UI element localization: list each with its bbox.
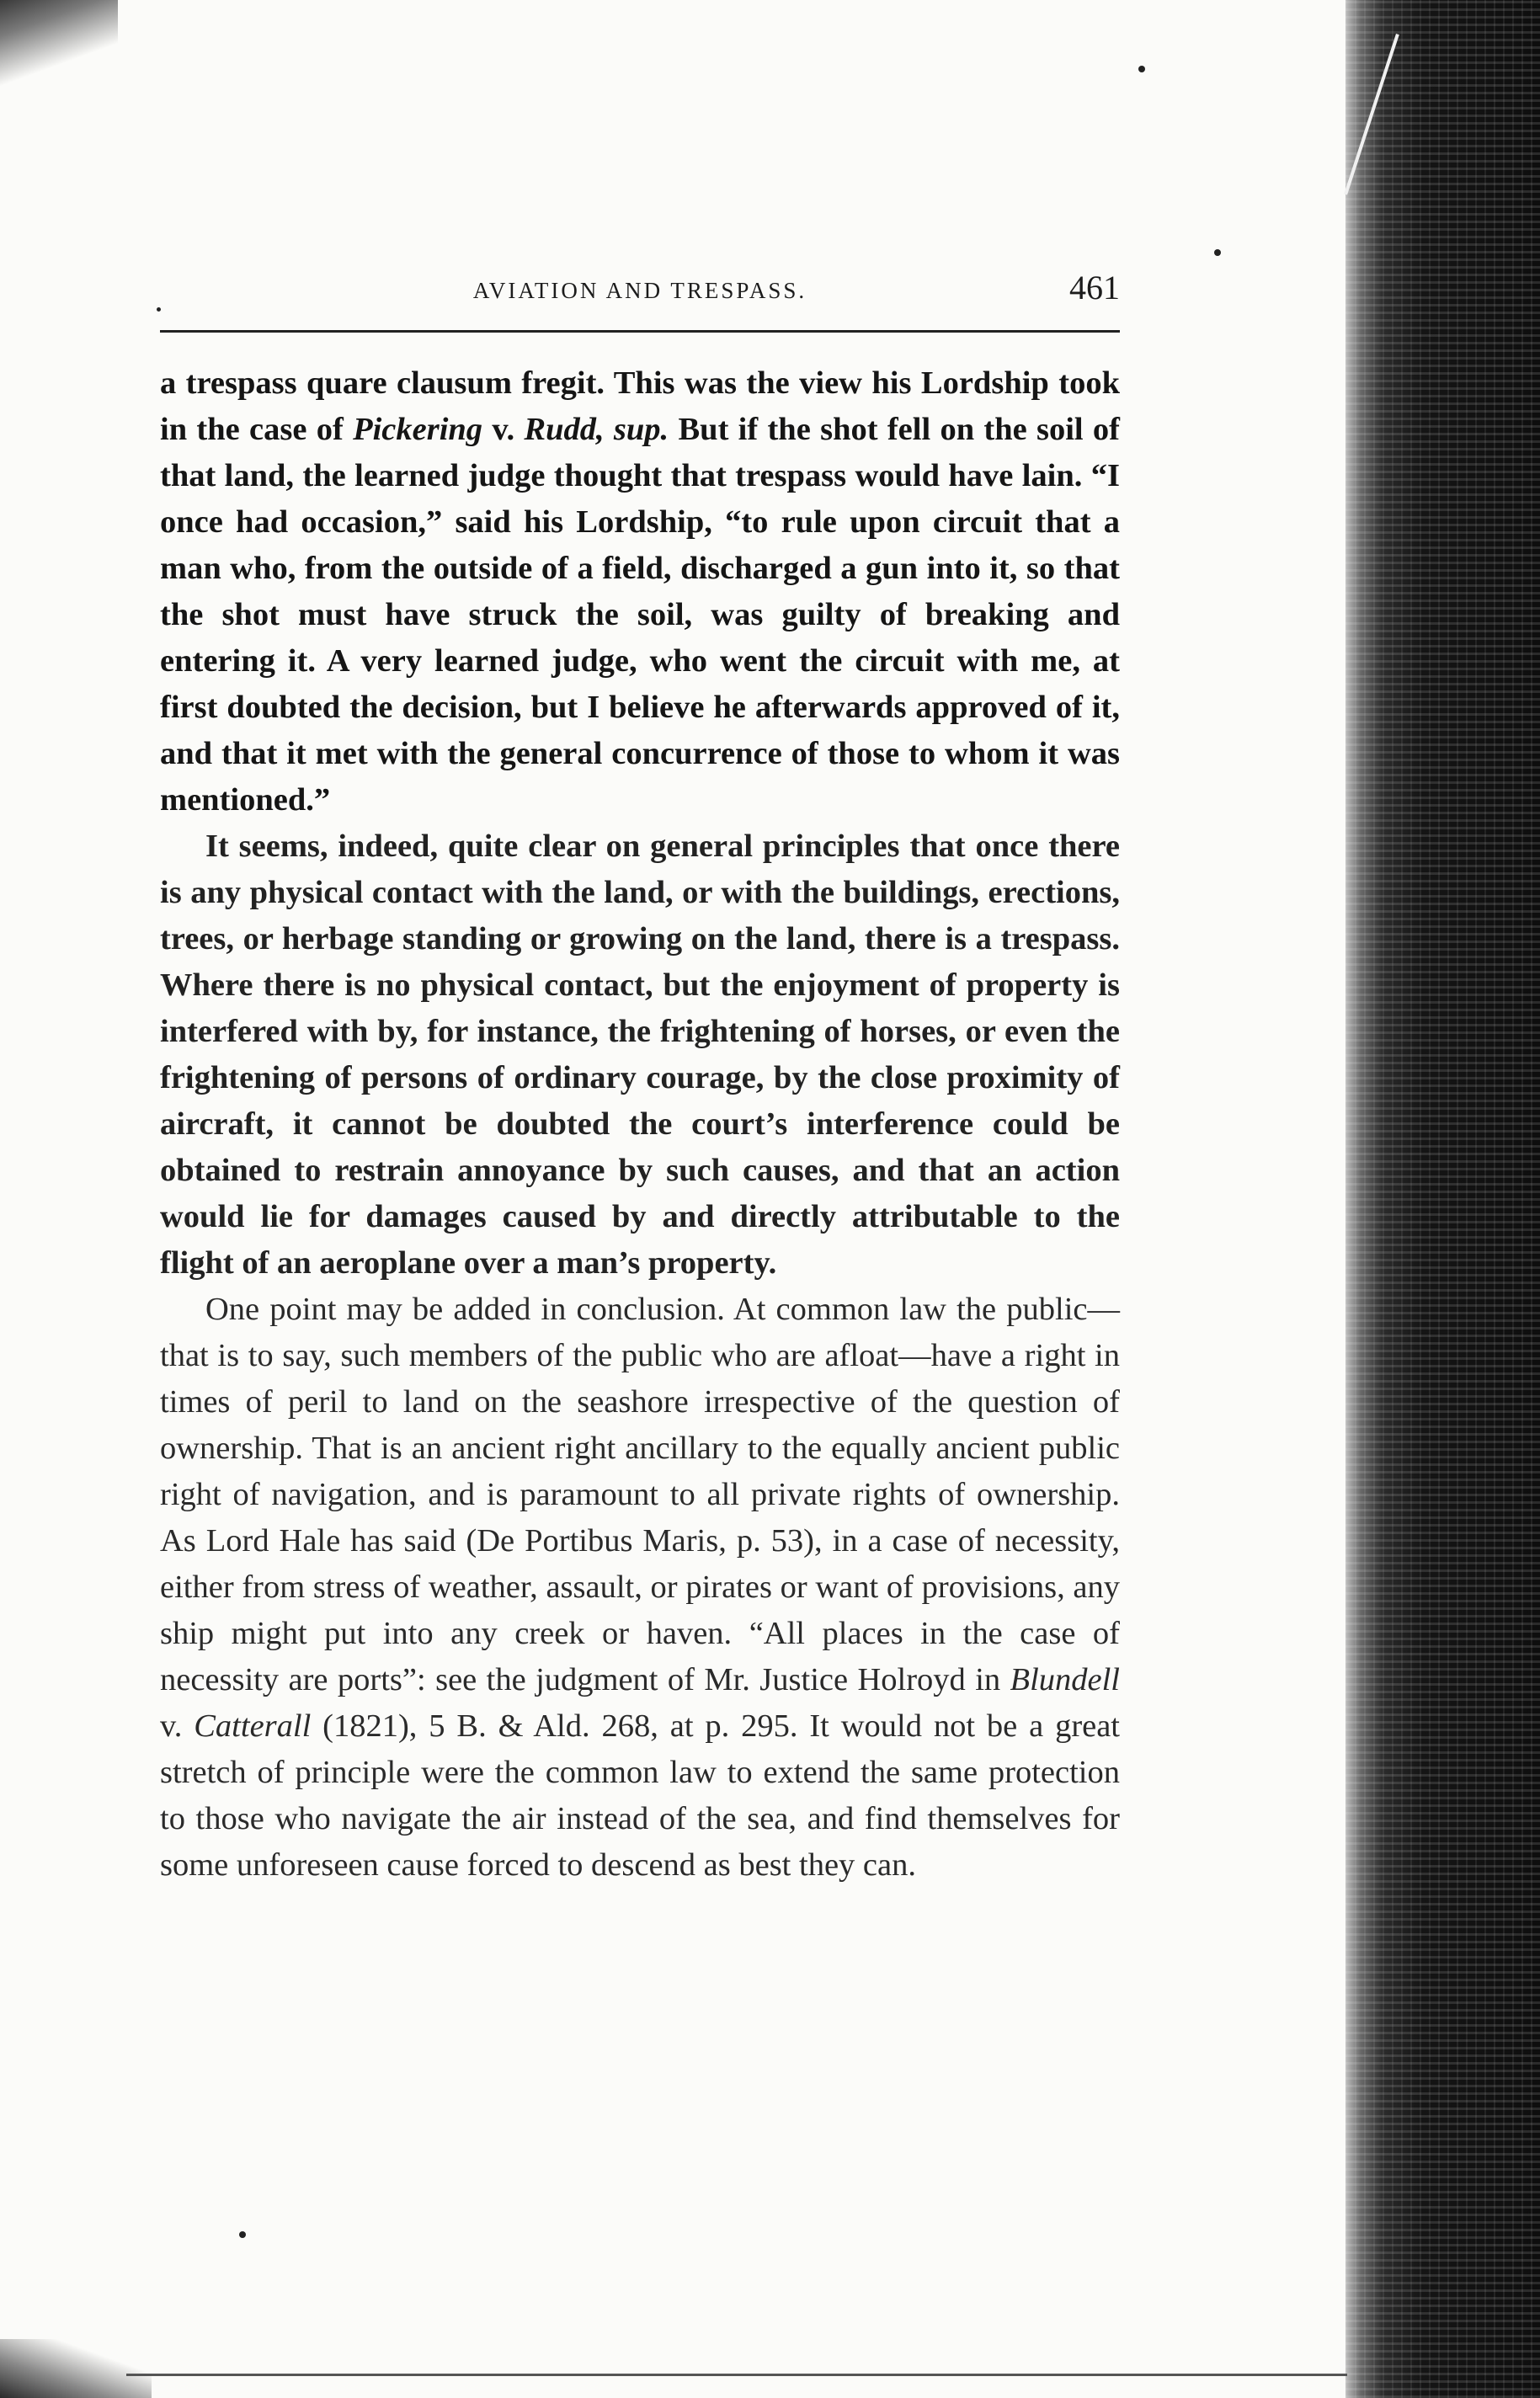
text-segment: a trespass quare clausum fregit. This was the view his Lordship took in the case of xyxy=(160,365,1120,447)
text-segment: v. xyxy=(482,412,525,447)
paragraph xyxy=(160,360,1120,823)
text-segment: But if the shot fell on the soil of that land, the learned judge thought that trespass would have lain. “I once had occasion,” said his Lordship, “to rule upon circuit that a man who, from the outside of a field, discharged a gun into it, so that the shot must have struck the soil, was guilty of breaking and entering it. A very learned judge, who went the circuit with me, at first doubted the decision, but I believe he afterwards approved of it, and that it met with the general concurrence of those to whom it was mentioned.” xyxy=(160,412,1120,818)
scan-speck xyxy=(1214,249,1221,256)
text-segment: One point may be added in conclusion. At common law the public—that is to say, such members of the public who are afloat—have a right in times of peril to land on the seashore irrespective of the question of ownership. That is an ancient right ancillary to the equally ancient public right of navigation, and is paramount to all private rights of ownership. As Lord Hale has said (De Portibus Maris, p. 53), in a case of necessity, either from stress of weather, assault, or pirates or want of provisions, any ship might put into any creek or haven. “All places in the case of necessity are ports”: see the judgment of Mr. Justice Holroyd in xyxy=(160,1292,1120,1697)
text-segment: It seems, indeed, quite clear on general principles that once there is any physical contact with the land, or with the buildings, erections, trees, or herbage standing or growing on the land, there is a trespass. Where there is no physical contact, but the enjoyment of property is interfered with by, for instance, the frightening of horses, or even the frightening of persons of ordinary courage, by the close proximity of aircraft, it cannot be doubted the court’s interference could be obtained to restrain annoyance by such causes, and that an action would lie for damages caused by and directly attributable to the flight of an aeroplane over a man’s property. xyxy=(160,829,1120,1281)
paragraph xyxy=(160,1287,1120,1889)
scan-artifact-bottom-left xyxy=(0,2339,152,2398)
italic-case-name: Catterall xyxy=(194,1708,312,1744)
header-rule xyxy=(160,330,1120,333)
italic-case-name: Rudd, sup. xyxy=(524,412,669,447)
running-head: AVIATION AND TRESPASS. xyxy=(472,278,807,303)
text-segment: (1821), 5 B. & Ald. 268, at p. 295. It would not be a great stretch of principle were the common law to extend the same protection to those who navigate the air instead of the sea, and find themselves for some unforeseen cause forced to descend as best they can. xyxy=(160,1708,1121,1883)
book-binding-edge xyxy=(1346,0,1540,2398)
bottom-scan-rule xyxy=(126,2374,1347,2376)
scan-speck xyxy=(1138,66,1145,72)
page-number: 461 xyxy=(1069,269,1120,306)
italic-case-name: Pickering xyxy=(353,412,483,447)
italic-case-name: Blundell xyxy=(1010,1662,1120,1697)
scan-artifact-top-left xyxy=(0,0,118,101)
binding-crease-line xyxy=(1344,34,1399,195)
page-header xyxy=(160,268,1120,318)
text-segment: v. xyxy=(160,1708,194,1744)
paragraph xyxy=(160,823,1120,1287)
body-text xyxy=(160,360,1120,1889)
scan-speck xyxy=(239,2231,246,2238)
